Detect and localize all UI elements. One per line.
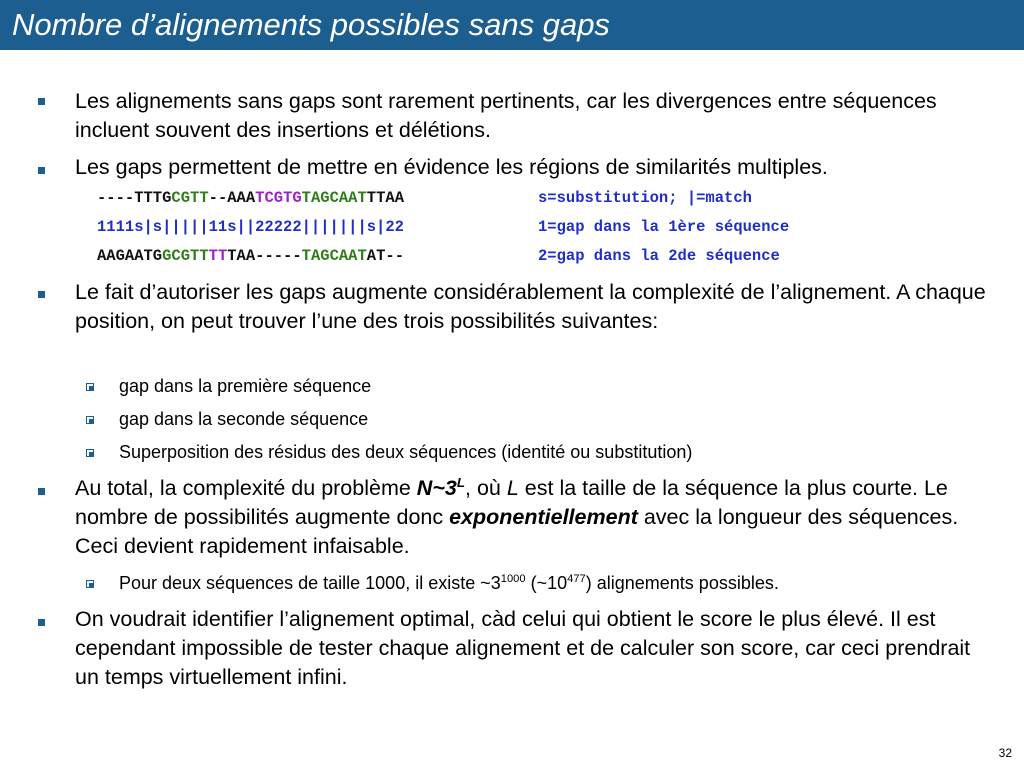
alignment-seq1 [97,188,404,208]
text-segment: (~10 [525,573,568,593]
slide-title: Nombre d’alignements possibles sans gaps [12,7,610,42]
bullet-text: On voudrait identifier l’alignement optimal, càd celui qui obtient le score le plus élevé. Il est cependant impossible de tester chaque alignement et de calculer son score, car ceci prendrait un temps virtuellement infini. [75,607,971,689]
sub-bullet-marker [86,416,94,424]
alignment-legend-gap1: 1=gap dans la 1ère séquence [538,218,790,236]
sub-bullet-marker [86,383,94,391]
text-segment: Au total, la complexité du problème [75,476,417,500]
bullet-marker [38,619,45,626]
emphasis-text: exponentiellement [449,505,638,529]
bullet-text: Le fait d’autoriser les gaps augmente considérablement la complexité de l’alignement. A chaque position, on peut trouver l’une des trois possibilités suivantes: [75,280,986,333]
bullet-marker [38,167,45,174]
alignment-segment: TAGCAAT [301,247,367,265]
alignment-segment: TCGTG [255,189,302,207]
variable-l: L [506,476,519,500]
page-number: 32 [998,746,1012,760]
bullet-marker [38,291,45,298]
alignment-match-line: 1111s|s|||||11s||22222|||||||s|22 [97,218,404,236]
formula-exponent: L [456,474,465,490]
text-segment: avec la longueur des séquences. Ceci devient rapidement infaisable. [75,505,959,558]
text-segment: est la taille de la séquence la plus courte. Le nombre de possibilités augmente donc [75,476,948,529]
formula: N~3 [416,476,457,500]
bullet-text: Les alignements sans gaps sont rarement pertinents, car les divergences entre séquences incluent souvent des insertions et délétions. [75,89,937,142]
alignment-segment: TAA----- [227,247,302,265]
bullet-marker [38,488,45,495]
alignment-segment: --AAA [208,189,256,207]
alignment-segment: TT [208,247,228,265]
alignment-legend-gap2: 2=gap dans la 2de séquence [538,247,780,265]
text-segment: Pour deux séquences de taille 1000, il existe ~3 [119,573,501,593]
alignment-segment: AAGAATG [97,247,163,265]
bullet-text: Les gaps permettent de mettre en évidence les régions de similarités multiples. [75,155,828,179]
exponent: 1000 [500,573,526,585]
sub-bullet-marker [86,580,94,588]
alignment-segment: ----TTTG [97,189,172,207]
sub-bullet-text: gap dans la seconde séquence [119,409,369,429]
bullet-marker [38,98,45,105]
alignment-seq2 [97,246,404,266]
text-segment: ) alignements possibles. [585,573,779,593]
alignment-segment: GCGTT [162,247,209,265]
exponent: 477 [567,573,586,585]
alignment-segment: TAGCAAT [301,189,367,207]
alignment-segment: TTAA [366,189,405,207]
alignment-legend-substitution: s=substitution; |=match [538,189,752,207]
alignment-segment: CGTT [171,189,209,207]
alignment-segment: AT-- [366,247,405,265]
bullet-text [75,474,990,561]
sub-bullet-text: gap dans la première séquence [119,376,372,396]
sub-bullet-text [119,571,779,595]
sub-bullet-text: Superposition des résidus des deux séquences (identité ou substitution) [119,442,693,462]
sub-bullet-marker [86,449,94,457]
text-segment: , où [465,476,507,500]
